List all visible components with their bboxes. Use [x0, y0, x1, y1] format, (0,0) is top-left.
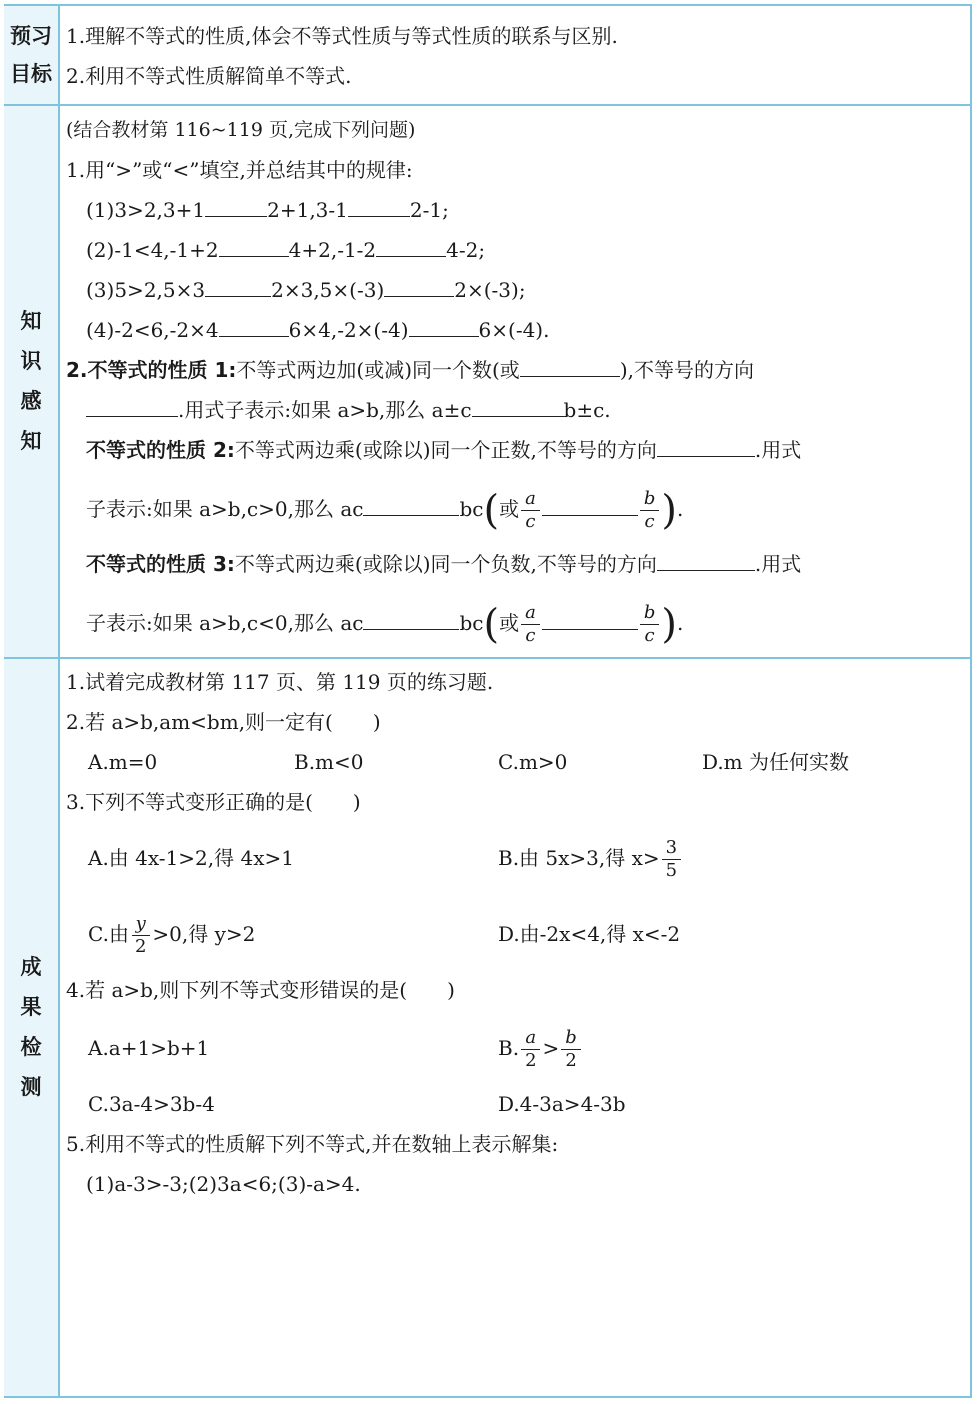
fraction: $\frac{b}{2}$ — [561, 1027, 581, 1072]
answer-blank[interactable] — [520, 358, 620, 377]
q2-option-d[interactable]: D.m 为任何实数 — [702, 750, 850, 774]
property-1-line2: .用式子表示:如果 a>b,那么 a±c b±c. — [86, 396, 611, 424]
answer-blank[interactable] — [409, 318, 479, 337]
goals-label-line1: 预习 — [10, 24, 52, 48]
fraction: $\frac{y}{2}$ — [131, 913, 150, 958]
property-1-title: 2.不等式的性质 1: — [66, 358, 237, 382]
property-1-line1: 2.不等式的性质 1:不等式两边加(或减)同一个数(或 ),不等号的方向 — [66, 358, 754, 382]
check-label-char: 成 — [20, 955, 42, 979]
q2-option-b[interactable]: B.m<0 — [294, 750, 364, 774]
check-label — [4, 658, 60, 1396]
answer-blank[interactable] — [472, 398, 564, 417]
goal-2: 2.利用不等式性质解简单不等式. — [66, 64, 352, 88]
answer-blank[interactable] — [219, 238, 289, 257]
knowledge-label-char: 知 — [20, 309, 42, 333]
fraction: $\frac{3}{5}$ — [662, 837, 681, 882]
answer-blank[interactable] — [363, 497, 459, 516]
check-q4: 4.若 a>b,则下列不等式变形错误的是( ) — [66, 978, 455, 1002]
knowledge-q1-stem: 1.用“>”或“<”填空,并总结其中的规律: — [66, 158, 413, 182]
property-2-title: 不等式的性质 2: — [86, 438, 235, 462]
property-2-line2: 子表示:如果 a>b,c>0,那么 ac bc(或 $\frac{a}{c}$ $\frac{b}{c}$ ). — [86, 487, 684, 534]
check-q2: 2.若 a>b,am<bm,则一定有( ) — [66, 710, 381, 734]
fraction: $\frac{b}{c}$ — [640, 602, 660, 647]
goals-label-line2: 目标 — [10, 62, 52, 86]
q1-item-3: (3)5>2,5×3 2×3,5×(-3) 2×(-3); — [86, 278, 526, 302]
q2-option-a[interactable]: A.m=0 — [88, 750, 158, 774]
q4-option-d[interactable]: D.4-3a>4-3b — [498, 1092, 626, 1116]
property-3-title: 不等式的性质 3: — [86, 552, 235, 576]
q4-option-c[interactable]: C.3a-4>3b-4 — [88, 1092, 215, 1116]
q4-option-b[interactable]: B. $\frac{a}{2}$ > $\frac{b}{2}$ — [498, 1020, 583, 1076]
answer-blank[interactable] — [384, 278, 454, 297]
answer-blank[interactable] — [205, 278, 271, 297]
check-label-char: 检 — [20, 1035, 42, 1059]
q3-option-c[interactable]: C.由 $\frac{y}{2}$ >0,得 y>2 — [88, 913, 256, 957]
q2-option-c[interactable]: C.m>0 — [498, 750, 568, 774]
q1-item-2: (2)-1<4,-1+2 4+2,-1-2 4-2; — [86, 238, 486, 262]
answer-blank[interactable] — [657, 438, 755, 457]
section-divider — [4, 657, 972, 659]
q4-option-a[interactable]: A.a+1>b+1 — [88, 1036, 210, 1060]
answer-blank[interactable] — [542, 611, 638, 630]
answer-blank[interactable] — [657, 552, 755, 571]
knowledge-label-char: 识 — [20, 349, 42, 373]
q3-option-d[interactable]: D.由-2x<4,得 x<-2 — [498, 922, 681, 946]
q3-option-b[interactable]: B.由 5x>3,得 x> $\frac{3}{5}$ — [498, 830, 683, 886]
goal-1: 1.理解不等式的性质,体会不等式性质与等式性质的联系与区别. — [66, 24, 618, 48]
property-2-line1: 不等式的性质 2:不等式两边乘(或除以)同一个正数,不等号的方向 .用式 — [86, 438, 802, 462]
fraction: $\frac{b}{c}$ — [640, 488, 660, 533]
answer-blank[interactable] — [542, 497, 638, 516]
q3-option-a[interactable]: A.由 4x-1>2,得 4x>1 — [88, 846, 294, 870]
check-q5: 5.利用不等式的性质解下列不等式,并在数轴上表示解集: — [66, 1132, 559, 1156]
fraction: $\frac{a}{c}$ — [521, 602, 540, 647]
answer-blank[interactable] — [86, 398, 178, 417]
q1-item-4: (4)-2<6,-2×4 6×4,-2×(-4) 6×(-4). — [86, 318, 550, 342]
section-divider — [4, 104, 972, 106]
fraction: $\frac{a}{2}$ — [521, 1027, 540, 1072]
property-3-line1: 不等式的性质 3:不等式两边乘(或除以)同一个负数,不等号的方向 .用式 — [86, 552, 802, 576]
knowledge-label-char: 知 — [20, 429, 42, 453]
answer-blank[interactable] — [376, 238, 446, 257]
property-3-line2: 子表示:如果 a>b,c<0,那么 ac bc(或 $\frac{a}{c}$ $\frac{b}{c}$ ). — [86, 601, 684, 648]
answer-blank[interactable] — [219, 318, 289, 337]
q1-item-1: (1)3>2,3+1 2+1,3-1 2-1; — [86, 198, 449, 222]
answer-blank[interactable] — [348, 198, 410, 217]
check-q3: 3.下列不等式变形正确的是( ) — [66, 790, 361, 814]
check-label-char: 果 — [20, 995, 42, 1019]
answer-blank[interactable] — [205, 198, 267, 217]
goals-label — [4, 6, 60, 104]
check-label-char: 测 — [20, 1075, 42, 1099]
knowledge-intro: (结合教材第 116~119 页,完成下列问题) — [66, 119, 416, 141]
knowledge-label-char: 感 — [20, 389, 42, 413]
fraction: $\frac{a}{c}$ — [521, 488, 540, 533]
knowledge-label — [4, 105, 60, 657]
answer-blank[interactable] — [363, 611, 459, 630]
check-q1: 1.试着完成教材第 117 页、第 119 页的练习题. — [66, 670, 494, 694]
check-q5-items: (1)a-3>-3;(2)3a<6;(3)-a>4. — [86, 1172, 361, 1196]
